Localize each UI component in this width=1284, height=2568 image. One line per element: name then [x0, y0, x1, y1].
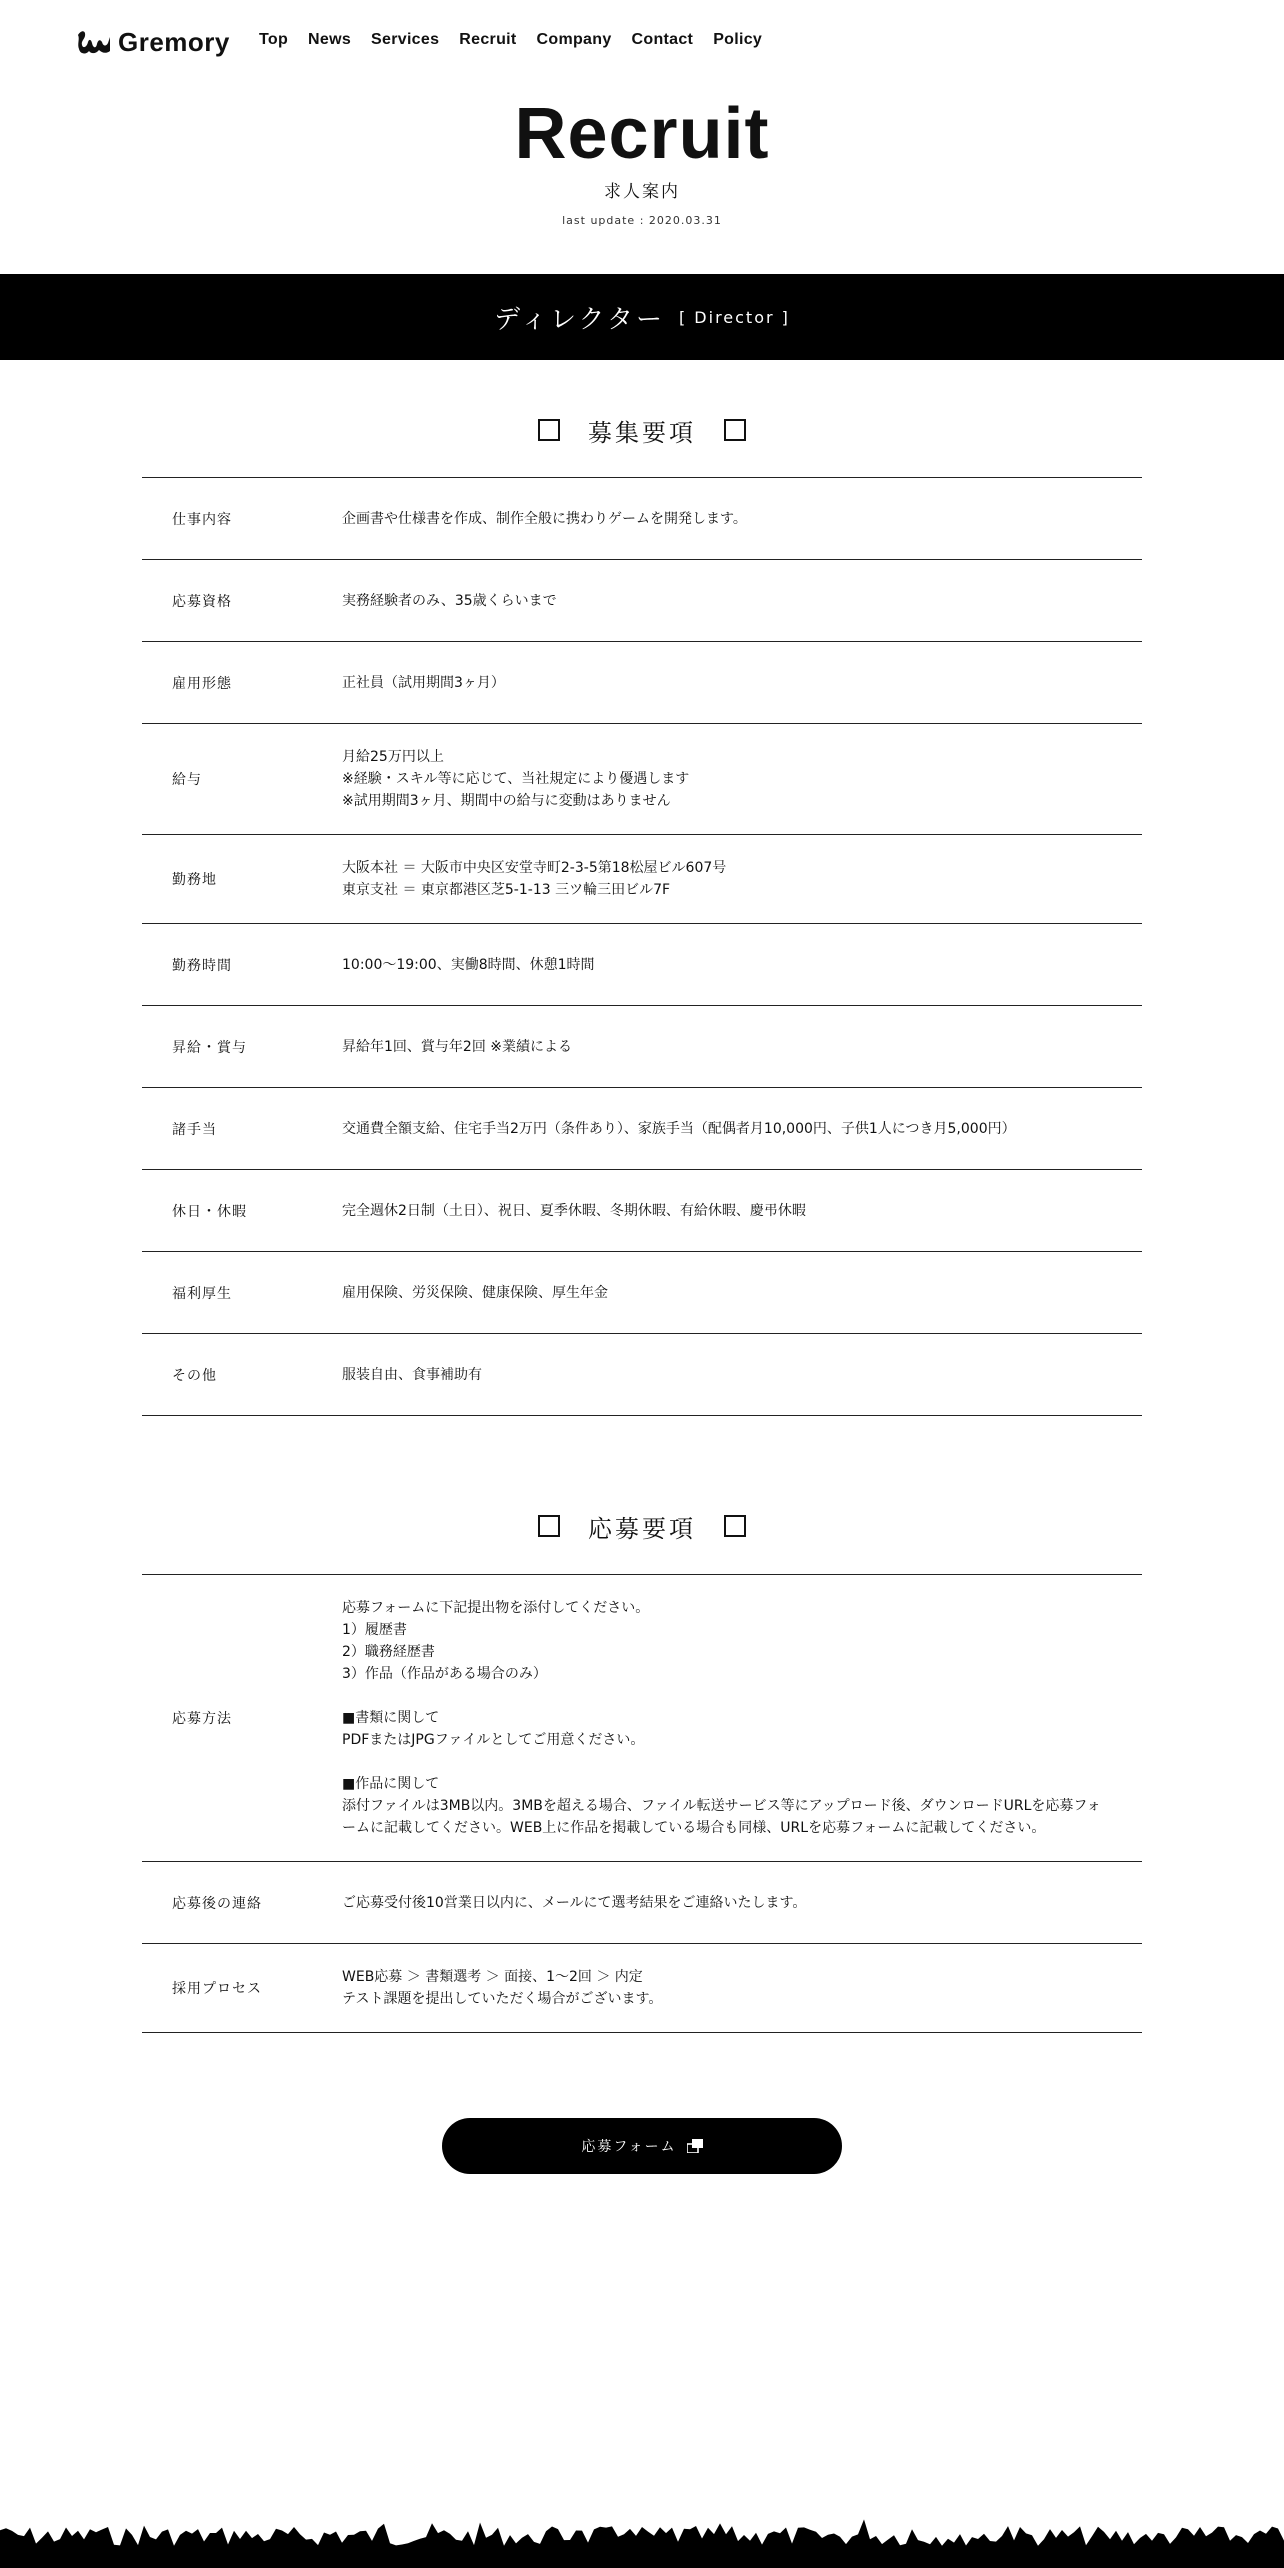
row-label: 応募資格 — [172, 593, 232, 610]
row-value — [342, 1118, 1142, 1140]
row-value-line: 企画書や仕様書を作成、制作全般に携わりゲームを開発します。 — [342, 510, 747, 527]
main-nav — [259, 31, 762, 49]
row-label: 勤務時間 — [172, 957, 232, 974]
nav-policy[interactable]: Policy — [713, 31, 763, 48]
row-value-line — [342, 1685, 1112, 1707]
page-title: Recruit — [514, 94, 770, 174]
table-row — [142, 1088, 1142, 1170]
gremory-logo-icon — [76, 27, 112, 57]
row-label: 仕事内容 — [172, 511, 232, 528]
table-row — [142, 924, 1142, 1006]
nav-company[interactable]: Company — [536, 31, 612, 48]
row-label: 給与 — [172, 772, 202, 788]
row-label: 勤務地 — [172, 872, 217, 888]
row-label: 雇用形態 — [172, 675, 232, 692]
application-table — [142, 1574, 1142, 2033]
row-value-line: 応募フォームに下記提出物を添付してください。 — [342, 1600, 650, 1616]
row-label: その他 — [172, 1367, 217, 1384]
row-value-line: テスト課題を提出していただく場合がございます。 — [342, 1991, 663, 2007]
row-value — [342, 1364, 1142, 1386]
row-value — [342, 954, 1142, 976]
apply-form-label: 応募フォーム — [581, 2139, 677, 2155]
requirements-table — [142, 477, 1142, 1416]
requirements-heading — [0, 410, 1284, 450]
row-label: 応募方法 — [172, 1711, 232, 1727]
table-row — [142, 1575, 1142, 1862]
row-value — [342, 746, 1142, 812]
row-value-line: 3）作品（作品がある場合のみ） — [342, 1666, 547, 1682]
position-band — [0, 274, 1284, 360]
row-value-line: WEB応募 ＞ 書類選考 ＞ 面接、1～2回 ＞ 内定 — [342, 1969, 643, 1985]
table-row — [142, 1862, 1142, 1944]
row-value-line: PDFまたはJPGファイルとしてご用意ください。 — [342, 1732, 645, 1748]
row-value-line: 服装自由、食事補助有 — [342, 1366, 482, 1383]
row-value — [342, 857, 1142, 901]
page-subtitle: 求人案内 — [604, 182, 680, 202]
nav-top[interactable]: Top — [259, 31, 289, 48]
table-row — [142, 724, 1142, 835]
requirements-heading-text: 募集要項 — [588, 418, 696, 447]
row-label: 応募後の連絡 — [172, 1895, 262, 1912]
last-update: last update : 2020.03.31 — [562, 214, 722, 227]
position-title-jp: ディレクター — [494, 304, 665, 335]
row-value — [342, 1892, 1142, 1914]
row-value-line: ※試用期間3ヶ月、期間中の給与に変動はありません — [342, 793, 671, 809]
external-link-icon — [687, 2139, 703, 2153]
row-value-line: 10:00～19:00、実働8時間、休憩1時間 — [342, 956, 595, 973]
row-value — [342, 1036, 1142, 1058]
table-row — [142, 560, 1142, 642]
row-label: 採用プロセス — [172, 1981, 262, 1997]
row-value — [342, 1597, 1142, 1839]
heading-square-icon — [538, 1515, 560, 1537]
table-row — [142, 1170, 1142, 1252]
row-label: 諸手当 — [172, 1121, 217, 1138]
site-header — [0, 0, 1284, 86]
row-value — [342, 1966, 1142, 2010]
row-value-line: 2）職務経歴書 — [342, 1644, 435, 1660]
table-row — [142, 835, 1142, 924]
torn-paper-footer — [0, 2500, 1284, 2568]
nav-contact[interactable]: Contact — [631, 31, 694, 48]
brand-name: Gremory — [118, 26, 230, 57]
row-label: 昇給・賞与 — [172, 1039, 247, 1056]
row-value-line: ご応募受付後10営業日以内に、メールにて選考結果をご連絡いたします。 — [342, 1894, 807, 1911]
heading-square-icon — [724, 419, 746, 441]
brand-logo[interactable] — [76, 24, 230, 60]
row-value-line: ■作品に関して — [342, 1776, 440, 1792]
row-value-line: 正社員（試用期間3ヶ月） — [342, 674, 505, 691]
row-value-line: 月給25万円以上 — [342, 749, 444, 765]
row-value-line: 雇用保険、労災保険、健康保険、厚生年金 — [342, 1284, 608, 1301]
row-value-line: 大阪本社 ＝ 大阪市中央区安堂寺町2-3-5第18松屋ビル607号 — [342, 860, 727, 876]
row-value — [342, 508, 1142, 530]
nav-recruit[interactable]: Recruit — [459, 31, 517, 48]
apply-form-button[interactable] — [442, 2118, 842, 2174]
table-row — [142, 1252, 1142, 1334]
table-row — [142, 1334, 1142, 1416]
heading-square-icon — [724, 1515, 746, 1537]
row-value — [342, 1282, 1142, 1304]
row-value-line: 交通費全額支給、住宅手当2万円（条件あり）、家族手当（配偶者月10,000円、子供1人につき月5,000円） — [342, 1120, 1016, 1137]
heading-square-icon — [538, 419, 560, 441]
nav-news[interactable]: News — [308, 31, 352, 48]
nav-services[interactable]: Services — [371, 31, 440, 48]
row-value-line: 添付ファイルは3MB以内。3MBを超える場合、ファイル転送サービス等にアップロード後、ダウンロードURLを応募フォームに記載してください。WEB上に作品を掲載している場合も同様、URLを応募フォームに記載してください。 — [342, 1798, 1101, 1836]
application-heading — [0, 1506, 1284, 1546]
row-value-line — [342, 1751, 1112, 1773]
application-heading-text: 応募要項 — [588, 1514, 696, 1543]
table-row — [142, 1944, 1142, 2033]
row-value-line: 実務経験者のみ、35歳くらいまで — [342, 592, 557, 609]
position-title-en: [ Director ] — [678, 307, 790, 327]
table-row — [142, 642, 1142, 724]
row-value-line: ■書類に関して — [342, 1710, 440, 1726]
table-row — [142, 478, 1142, 560]
row-label: 福利厚生 — [172, 1285, 232, 1302]
row-value — [342, 1200, 1142, 1222]
row-value-line: 東京支社 ＝ 東京都港区芝5-1-13 三ツ輪三田ビル7F — [342, 882, 671, 898]
row-value-line: 1）履歴書 — [342, 1622, 407, 1638]
row-label: 休日・休暇 — [172, 1203, 247, 1220]
row-value — [342, 672, 1142, 694]
row-value-line: ※経験・スキル等に応じて、当社規定により優遇します — [342, 771, 690, 787]
table-row — [142, 1006, 1142, 1088]
row-value-line: 完全週休2日制（土日）、祝日、夏季休暇、冬期休暇、有給休暇、慶弔休暇 — [342, 1202, 806, 1219]
row-value-line: 昇給年1回、賞与年2回 ※業績による — [342, 1038, 572, 1055]
row-value — [342, 590, 1142, 612]
